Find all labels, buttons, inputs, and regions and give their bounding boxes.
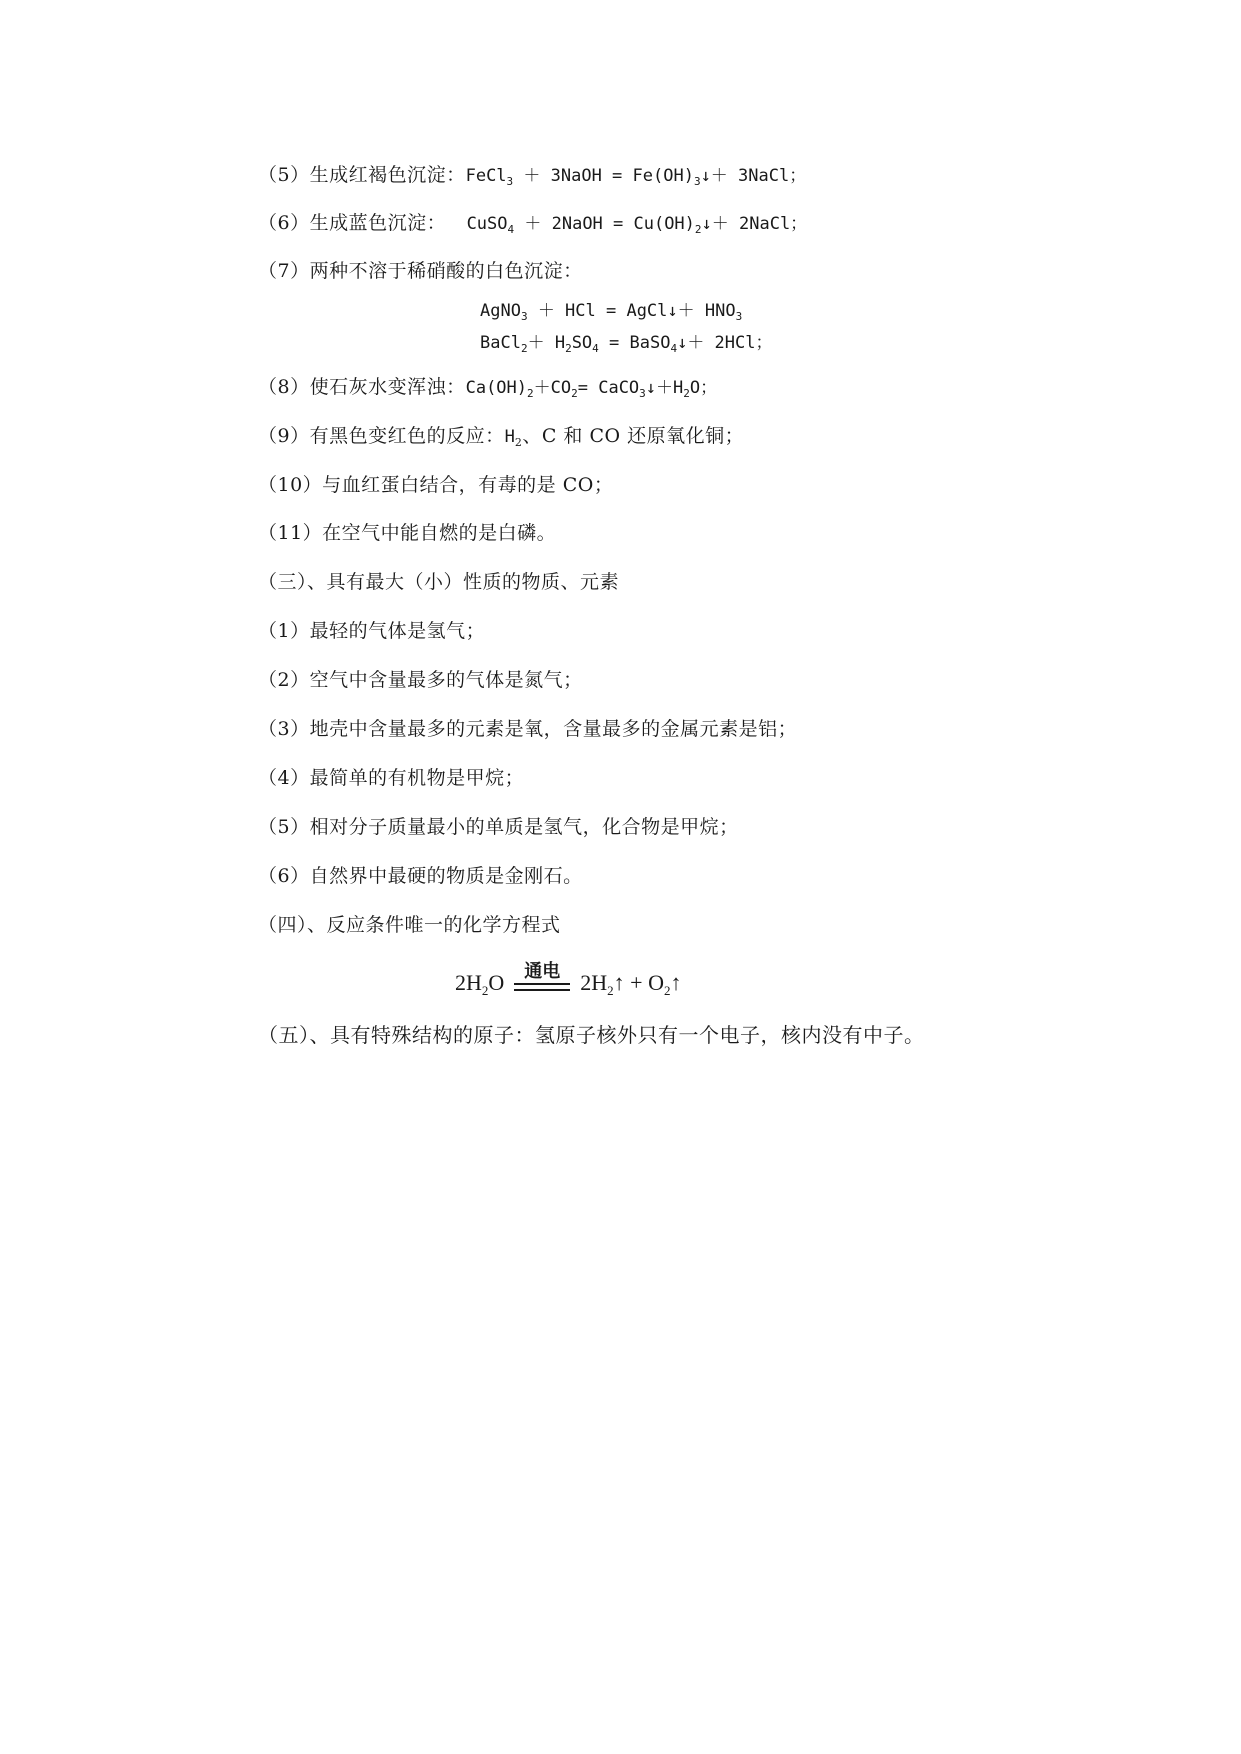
equation-bacl2-h2so4: BaCl$_2$＋ $H_2SO_4$ = BaSO$_4$↓＋ 2HCl； (480, 333, 773, 355)
double-line-arrow (514, 983, 570, 991)
line-7-white-precipitates: （7）两种不溶于稀硝酸的白色沉淀： (258, 260, 583, 282)
line-11-white-phosphorus: （11）在空气中能自燃的是白磷。 (258, 522, 557, 544)
equation-agno3-hcl: AgNO$_3$ ＋ HCl = AgCl↓＋ $HNO_3$ (480, 301, 743, 323)
section-heading-3: （三）、具有最大（小）性质的物质、元素 (258, 571, 620, 593)
section-heading-4: （四）、反应条件唯一的化学方程式 (258, 914, 561, 936)
reaction-condition: 通电 (514, 962, 570, 996)
item-hardest-substance: （6）自然界中最硬的物质是金刚石。 (258, 865, 583, 887)
line-5-red-brown-precipitate: （5）生成红褐色沉淀：FeCl$_3$ ＋ 3NaOH = $Fe(OH)_3↓+$ 3NaCl； (258, 164, 807, 188)
line-8-limewater: （8）使石灰水变浑浊：$Ca(OH)_2+CO_2=$ $CaCO_3↓+H_2O$； (258, 376, 718, 400)
electrolysis-equation: $2H_2O$ 通电 $2H_2↑$ + $O_2↑$ (455, 961, 682, 998)
line-6-blue-precipitate: （6）生成蓝色沉淀： CuSO$_4$ ＋ 2NaOH = $Cu(OH)_2↓+$ 2NaCl； (258, 212, 808, 236)
item-crust-elements: （3）地壳中含量最多的元素是氧，含量最多的金属元素是铝； (258, 718, 798, 740)
item-smallest-molecular-mass: （5）相对分子质量最小的单质是氢气，化合物是甲烷； (258, 816, 739, 838)
item-simplest-organic: （4）最简单的有机物是甲烷； (258, 767, 525, 789)
line-10-hemoglobin: （10）与血红蛋白结合，有毒的是 CO； (258, 474, 614, 496)
line-9-black-to-red: （9）有黑色变红色的反应：$H_2$、C 和 CO 还原氧化铜； (258, 425, 745, 449)
section-heading-5: （五）、具有特殊结构的原子：氢原子核外只有一个电子，核内没有中子。 (258, 1023, 925, 1047)
item-lightest-gas: （1）最轻的气体是氢气； (258, 620, 486, 642)
item-most-abundant-air-gas: （2）空气中含量最多的气体是氮气； (258, 669, 583, 691)
